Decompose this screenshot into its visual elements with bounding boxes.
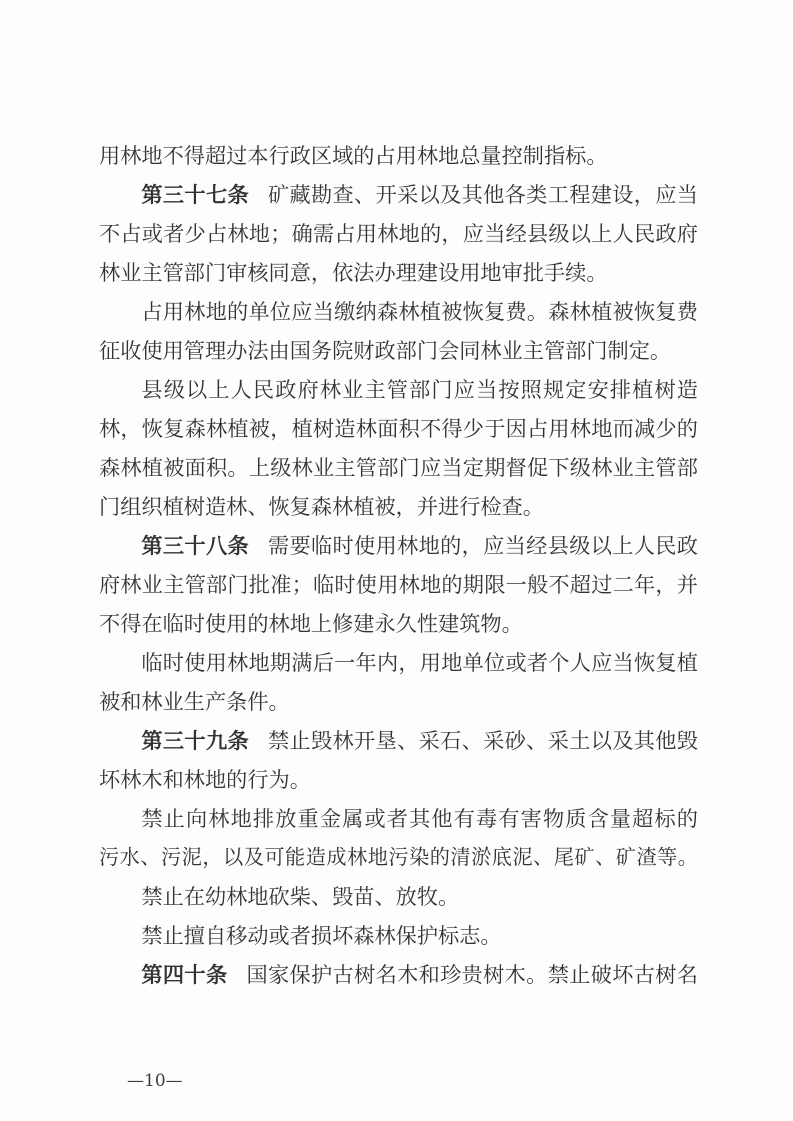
text-line: [99, 175, 698, 214]
line-text: 禁止在幼林地砍柴、毁苗、放牧。: [141, 884, 460, 909]
text-line: [99, 838, 698, 877]
article-number: 第三十八条: [141, 533, 249, 558]
text-line: [99, 604, 698, 643]
article-number: 第三十九条: [141, 728, 249, 753]
line-text: 不占或者少占林地；确需占用林地的，应当经县级以上人民政府: [99, 221, 698, 246]
line-text: 门组织植树造林、恢复森林植被，并进行检查。: [99, 494, 544, 519]
article-number: 第三十七条: [141, 182, 249, 207]
text-line: [99, 799, 698, 838]
line-text: 被和林业生产条件。: [99, 689, 290, 714]
line-text: 不得在临时使用的林地上修建永久性建筑物。: [99, 611, 523, 636]
text-line: [99, 565, 698, 604]
text-line: [99, 916, 698, 955]
line-text: 禁止毁林开垦、采石、采砂、采土以及其他毁: [267, 728, 698, 753]
line-text: 森林植被面积。上级林业主管部门应当定期督促下级林业主管部: [99, 455, 698, 480]
line-text: 府林业主管部门批准；临时使用林地的期限一般不超过二年，并: [99, 572, 698, 597]
line-text: 林业主管部门审核同意，依法办理建设用地审批手续。: [99, 260, 608, 285]
text-line: [99, 643, 698, 682]
line-text: 征收使用管理办法由国务院财政部门会同林业主管部门制定。: [99, 338, 672, 363]
line-text: 矿藏勘查、开采以及其他各类工程建设，应当: [267, 182, 698, 207]
text-line: [99, 331, 698, 370]
text-line: [99, 253, 698, 292]
text-line: [99, 955, 698, 994]
text-line: [99, 214, 698, 253]
line-text: 需要临时使用林地的，应当经县级以上人民政: [267, 533, 698, 558]
text-line: [99, 721, 698, 760]
line-text: 林，恢复森林植被，植树造林面积不得少于因占用林地而减少的: [99, 416, 698, 441]
line-text: 占用林地的单位应当缴纳森林植被恢复费。森林植被恢复费: [141, 299, 698, 324]
text-line: [99, 487, 698, 526]
text-line: [99, 448, 698, 487]
document-text-block: [99, 136, 698, 994]
text-line: [99, 877, 698, 916]
page-number: —10—: [127, 1071, 183, 1091]
line-text: 禁止擅自移动或者损坏森林保护标志。: [141, 923, 502, 948]
article-number: 第四十条: [141, 962, 228, 987]
line-text: 污水、污泥，以及可能造成林地污染的清淤底泥、尾矿、矿渣等。: [99, 845, 698, 869]
line-text: 禁止向林地排放重金属或者其他有毒有害物质含量超标的: [141, 806, 698, 831]
text-line: [99, 370, 698, 409]
line-text: 坏林木和林地的行为。: [99, 767, 311, 792]
text-line: [99, 760, 698, 799]
text-line: [99, 136, 698, 175]
line-text: 临时使用林地期满后一年内，用地单位或者个人应当恢复植: [141, 650, 698, 675]
text-line: [99, 409, 698, 448]
text-line: [99, 682, 698, 721]
text-line: [99, 526, 698, 565]
line-text: 国家保护古树名木和珍贵树木。禁止破坏古树名: [246, 962, 698, 987]
line-text: 用林地不得超过本行政区域的占用林地总量控制指标。: [99, 143, 608, 168]
line-text: 县级以上人民政府林业主管部门应当按照规定安排植树造: [141, 377, 698, 402]
text-line: [99, 292, 698, 331]
